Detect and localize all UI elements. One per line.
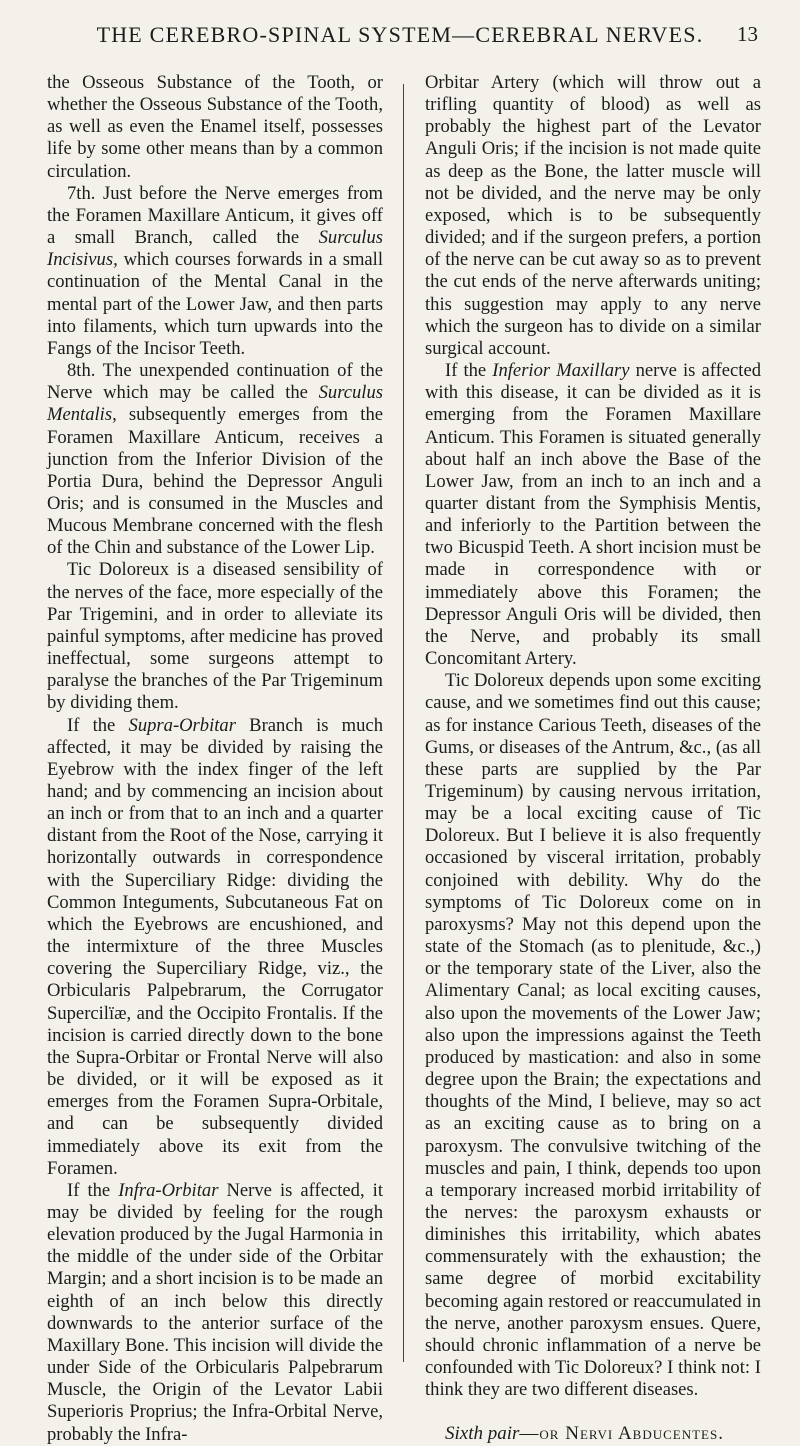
- paragraph: If the Infra-Orbitar Nerve is affected, it may be divided by feeling for the rough elevation produced by the Jugal Harmonia in the middle of the under side of the Orbitar Margin; and a short incision is to be made an eighth of an inch below this directly downwards to the anterior surface of the Maxillary Bone. This incision will divide the under Side of the Orbicularis Palpebrarum Muscle, the Origin of the Levator Labii Superioris Proprius; the Infra-Orbital Nerve, probably the Infra-: [47, 1179, 383, 1445]
- paragraph: the Osseous Substance of the Tooth, or whether the Osseous Substance of the Tooth, as well as even the Enamel itself, possesses life by some other means than by a common circulation.: [47, 72, 383, 182]
- page-header: [0, 20, 800, 54]
- section-heading: Sixth pair—or Nervi Abducentes.: [445, 1423, 724, 1445]
- right-column: [425, 72, 761, 1446]
- paragraph: Tic Doloreux is a diseased sensibility of the nerves of the face, more especially of the Par Trigemini, and in order to alleviate its painful symptoms, after medicine has proved ineffectual, some surgeons attempt to paralyse the branches of the Par Trigeminum by dividing them.: [47, 559, 383, 714]
- paragraph: 7th. Just before the Nerve emerges from the Foramen Maxillare Anticum, it gives off a small Branch, called the Surculus Incisivus, which courses forwards in a small continuation of the Mental Canal in the mental part of the Lower Jaw, and then parts into filaments, which turn upwards into the Fangs of the Incisor Teeth.: [47, 182, 383, 359]
- paragraph: Tic Doloreux depends upon some exciting cause, and we sometimes find out this cause; as for instance Carious Teeth, diseases of the Gums, or diseases of the Antrum, &c., (as all these parts are supplied by the Par Trigeminum) by causing nervous irritation, may be a local exciting cause of Tic Doloreux. But I believe it is also frequently occasioned by visceral irritation, probably conjoined with debility. Why do the symptoms of Tic Doloreux come on in paroxysms? May not this depend upon the state of the Stomach (as to plenitude, &c.,) or the temporary state of the Liver, also the Alimentary Canal; as local exciting causes, also upon the movements of the Lower Jaw; also upon the impressions against the Teeth produced by mastication: and also in some degree upon the Brain; the expectations and thoughts of the Mind, I believe, may so act as an exciting cause as to bring on a paroxysm. The convulsive twitching of the muscles and pain, I think, depends too upon a temporary increased morbid irritability of the nerves: the paroxysm exhausts or diminishes this irritability, which abates commensurately with the exhaustion; the same degree of morbid excitability becoming again restored or reaccumulated in the nerve, another paroxysm ensues. Quere, should chronic inflammation of a nerve be confounded with Tic Doloreux? I think not: I think they are two different diseases.: [425, 670, 761, 1401]
- paragraph: If the Supra-Orbitar Branch is much affected, it may be divided by raising the Eyebrow with the index finger of the left hand; and by commencing an incision about an inch or from that to an inch and a quarter distant from the Root of the Nose, carrying it horizontally outwards in correspondence with the Superciliary Ridge: dividing the Common Integuments, Subcutaneous Fat on which the Eyebrows are encushioned, and the intermixture of the three Muscles covering the Superciliary Ridge, viz., the Orbicularis Palpebrarum, the Corrugator Supercilïæ, and the Occipito Frontalis. If the incision is carried directly down to the bone the Supra-Orbitar or Frontal Nerve will also be divided, or it will be exposed as it emerges from the Foramen Supra-Orbitale, and can be subsequently divided immediately above its exit from the Foramen.: [47, 714, 383, 1179]
- running-head: THE CEREBRO-SPINAL SYSTEM—CEREBRAL NERVES.: [96, 22, 704, 47]
- paragraph: Orbitar Artery (which will throw out a trifling quantity of blood) as well as probably the highest part of the Levator Anguli Oris; if the incision is not made quite as deep as the Bone, the latter muscle will not be divided, and the nerve may be only exposed, which is to be subsequently divided; and if the surgeon prefers, a portion of the nerve can be cut away so as to prevent the cut ends of the nerve afterwards uniting; this suggestion may apply to any nerve which the surgeon has to divide on a similar surgical account.: [425, 72, 761, 359]
- page-number: 13: [737, 22, 758, 46]
- paragraph: If the Inferior Maxillary nerve is affected with this disease, it can be divided as it is emerging from the Foramen Maxillare Anticum. This Foramen is situated generally about half an inch above the Base of the Lower Jaw, from an inch to an inch and a quarter distant from the Symphisis Mentis, and inferiorly to the Partition between the two Bicuspid Teeth. A short incision must be made in correspondence with or immediately above this Foramen; the Depressor Anguli Oris will be divided, then the Nerve, and probably its small Concomitant Artery.: [425, 360, 761, 670]
- column-divider: [403, 84, 404, 1362]
- left-column: [47, 72, 383, 1446]
- paragraph: 8th. The unexpended continuation of the Nerve which may be called the Surculus Mentalis, subsequently emerges from the Foramen Maxillare Anticum, receives a junction from the Inferior Division of the Portia Dura, behind the Depressor Anguli Oris; and is consumed in the Muscles and Mucous Membrane concerned with the flesh of the Chin and substance of the Lower Lip.: [47, 360, 383, 559]
